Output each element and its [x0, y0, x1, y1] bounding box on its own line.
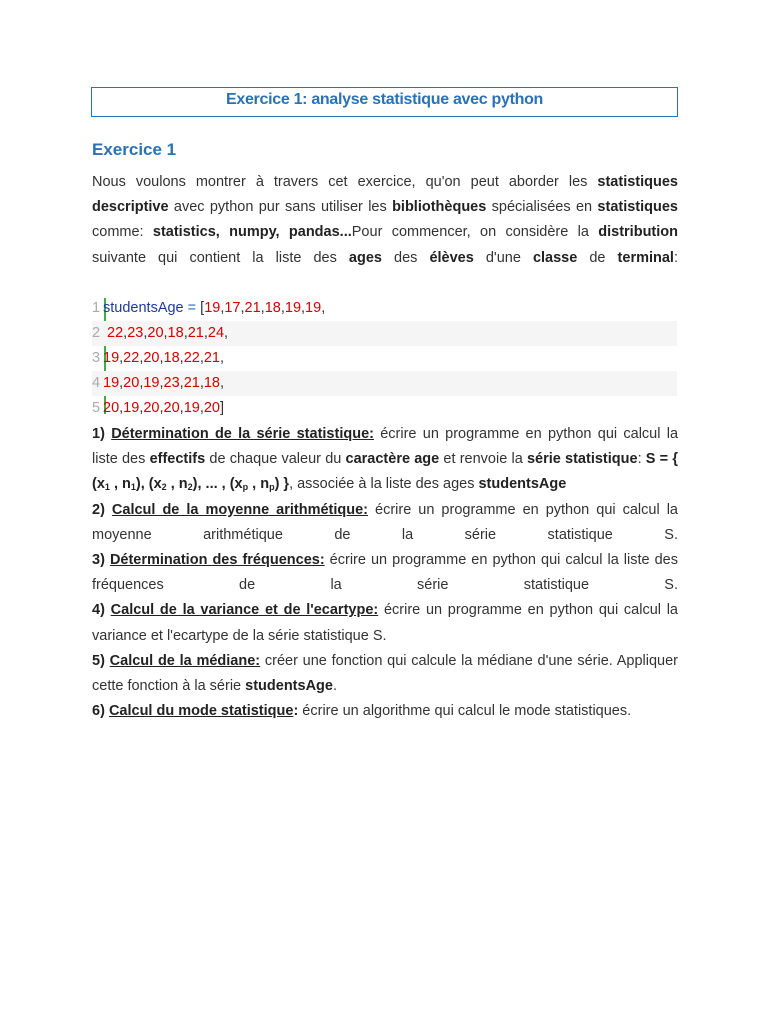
code-number: 23	[163, 375, 180, 391]
section-heading: Exercice 1	[92, 140, 177, 159]
code-line: 1 studentsAge = [19,17,21,18,19,19,	[92, 300, 326, 316]
question-1: 1) Détermination de la série statistique: écrire un programme en python qui calcul la liste des effectifs de chaque valeur du caractère age et renvoie la série statistique: S = { ($x_1$ , $n_1$), ($x_2$ , $n_2$), ... , ($x_p$ , $n_p$) }, associée à la liste des ages studentsAge	[92, 426, 679, 493]
code-number: 22	[123, 350, 140, 366]
code-block	[92, 296, 677, 421]
code-number: 24	[207, 325, 225, 341]
code-number: 19	[305, 300, 322, 316]
question-2: 2) Calcul de la moyenne arithmétique: écrire un programme en python qui calcul la moyenne arithmétique de la série statistique S.	[92, 501, 678, 543]
code-number: 19	[284, 300, 302, 316]
code-number: 23	[127, 325, 144, 341]
code-number: 20	[147, 325, 164, 341]
code-number: 19	[103, 375, 120, 391]
code-number: 20	[103, 400, 120, 416]
code-line: 2 22,23,20,18,21,24,	[92, 321, 677, 346]
code-number: 20	[143, 400, 160, 416]
code-number: 18	[203, 375, 220, 391]
code-number: 20	[163, 400, 180, 416]
question-4: 4) Calcul de la variance et de l'ecartype: écrire un programme en python qui calcul la variance et l'ecartype de la série statistique S.	[92, 602, 678, 644]
code-number: 19	[103, 350, 120, 366]
code-variable: studentsAge	[103, 300, 184, 316]
question-6: 6) Calcul du mode statistique: écrire un algorithme qui calcul le mode statistiques.	[92, 703, 632, 720]
code-number: 21	[244, 300, 261, 316]
code-number: 20	[203, 400, 220, 416]
code-number: 18	[264, 300, 281, 316]
page-title: Exercice 1: analyse statistique avec python	[225, 91, 544, 108]
code-number: 20	[143, 350, 160, 366]
code-number: 22	[183, 350, 200, 366]
questions-list	[92, 422, 678, 724]
intro-paragraph: Nous voulons montrer à travers cet exercice, qu'on peut aborder les statistiques descriptive avec python pur sans utiliser les bibliothèques spécialisées en statistiques comme: statistics, numpy, pandas...Pour commencer, on considère la distribution suivante qui contient la liste des ages des élèves d'une classe de terminal:	[92, 174, 679, 266]
question-3: 3) Détermination des fréquences: écrire un programme en python qui calcul la liste des fréquences de la série statistique S.	[92, 552, 678, 594]
exercise-title-box	[91, 87, 678, 117]
code-number: 20	[123, 375, 140, 391]
code-number: 19	[204, 300, 221, 316]
code-number: 21	[187, 325, 204, 341]
code-number: 19	[183, 400, 200, 416]
code-line: 3 19,22,20,18,22,21,	[92, 350, 225, 366]
code-number: 22	[107, 325, 124, 341]
code-line: 5 20,19,20,20,19,20]	[92, 400, 225, 416]
code-number: 18	[163, 350, 180, 366]
code-number: 17	[224, 300, 241, 316]
question-5: 5) Calcul de la médiane: créer une fonction qui calcule la médiane d'une série. Appliquer cette fonction à la série studentsAge.	[92, 652, 679, 695]
code-number: 19	[123, 400, 140, 416]
code-number: 21	[203, 350, 220, 366]
code-number: 19	[143, 375, 160, 391]
code-number: 21	[183, 375, 200, 391]
code-line: 4 19,20,19,23,21,18,	[92, 371, 677, 396]
code-number: 18	[167, 325, 184, 341]
